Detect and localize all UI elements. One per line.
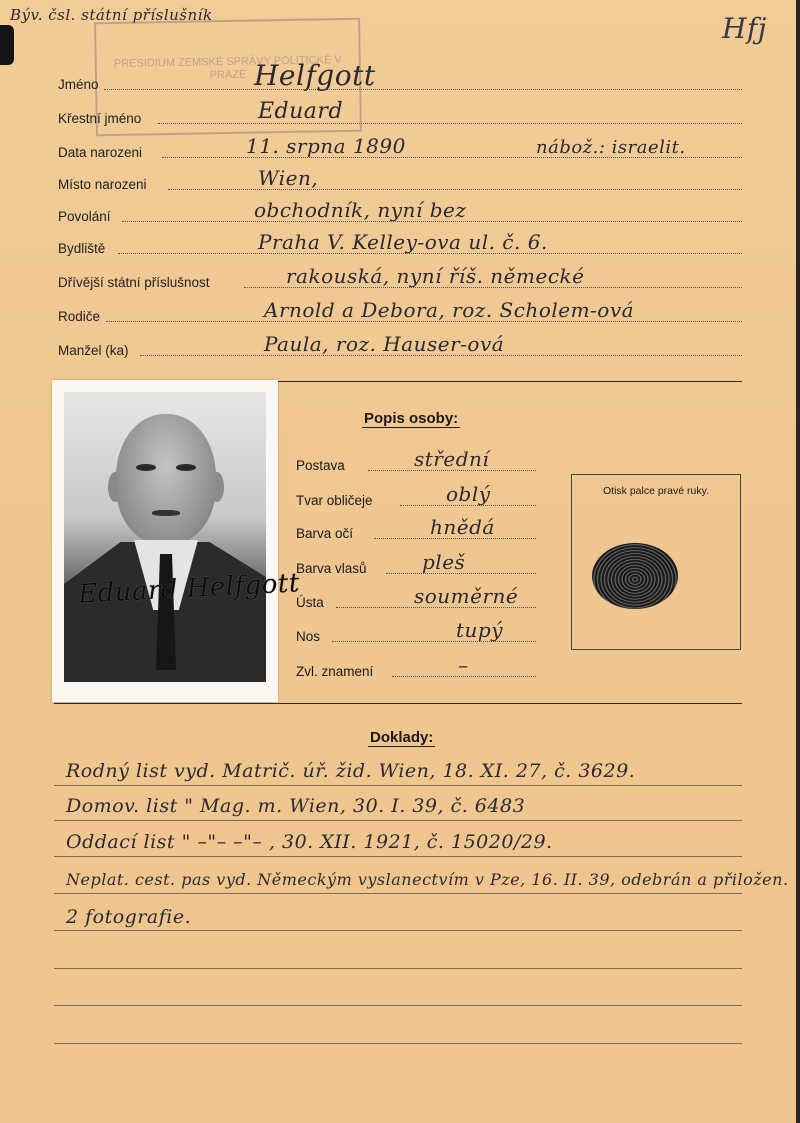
former-nationality-value: rakouská, nyní říš. německé (286, 264, 585, 288)
document-line-1: Rodný list vyd. Matrič. úř. žid. Wien, 18. XI. 27, č. 3629. (66, 760, 636, 782)
thumbprint-label: Otisk palce pravé ruky. (602, 485, 709, 497)
thumbprint-box (571, 474, 741, 650)
dotted-line (168, 189, 742, 190)
field-former-nationality (58, 262, 742, 292)
field-hair-color (296, 551, 536, 579)
portrait-image (64, 392, 301, 670)
spouse-value: Paula, roz. Hauser-ová (264, 332, 505, 356)
documents-title: Doklady: (370, 729, 434, 746)
ruled-line (54, 820, 742, 821)
dob-label: Data narozeni (58, 145, 143, 160)
surname-value: Helfgott (254, 59, 376, 92)
document-line-5: 2 fotografie. (66, 906, 192, 928)
former-nationality-label: Dřívější státní příslušnost (58, 275, 210, 290)
portrait-mustache (152, 510, 180, 516)
stamp-text: PRESIDIUM ZEMSKÉ SPRÁVY POLITICKÉ V PRAZE (113, 54, 342, 82)
religion-value: nábož.: israelit. (536, 137, 686, 158)
ruled-line (54, 785, 742, 786)
portrait-photo (52, 380, 301, 702)
parents-label: Rodiče (58, 309, 101, 324)
parents-value: Arnold a Debora, roz. Scholem-ová (264, 298, 635, 322)
firstname-value: Eduard (258, 99, 344, 124)
description-title: Popis osoby: (364, 410, 459, 427)
paper-edge-shadow (0, 25, 14, 65)
nose-value: tupý (456, 618, 504, 642)
mouth-value: souměrné (414, 584, 519, 608)
build-value: střední (414, 447, 490, 471)
pob-label: Místo narozeni (58, 177, 147, 192)
field-occupation (58, 196, 742, 226)
eyes-label: Barva očí (296, 526, 354, 541)
field-eye-color (296, 516, 536, 544)
thumbprint-icon (592, 543, 678, 609)
ruled-line (54, 1043, 742, 1044)
firstname-label: Křestní jméno (58, 111, 142, 126)
field-parents (58, 296, 742, 326)
occupation-value: obchodník, nyní bez (254, 198, 467, 222)
photo-signature: Eduard Helfgott (77, 568, 301, 610)
marks-label: Zvl. znamení (296, 664, 374, 679)
mouth-label: Ústa (296, 595, 324, 610)
field-face-shape (296, 483, 536, 511)
document-line-4: Neplat. cest. pas vyd. Německým vyslanectvím v Pze, 16. II. 39, odebrán a přiložen. (66, 870, 789, 889)
pob-value: Wien, (258, 166, 319, 190)
eyes-value: hnědá (430, 515, 495, 539)
field-residence (58, 228, 742, 258)
face-value: oblý (446, 482, 491, 506)
ruled-line (54, 968, 742, 969)
dotted-line (332, 641, 536, 642)
ruled-line (54, 856, 742, 857)
ruled-line (54, 1005, 742, 1006)
ruled-line (54, 930, 742, 931)
paper-edge-shadow-right (796, 0, 800, 1123)
document-line-2: Domov. list " Mag. m. Wien, 30. I. 39, č. 6483 (66, 795, 526, 817)
portrait-eye (176, 464, 196, 471)
field-marks (296, 654, 536, 682)
field-firstname (58, 98, 742, 128)
marks-value: – (458, 653, 469, 677)
dotted-line (158, 123, 742, 124)
field-nose (296, 619, 536, 647)
portrait-eye (136, 464, 156, 471)
hair-value: pleš (422, 550, 466, 574)
dob-value: 11. srpna 1890 (246, 134, 406, 158)
top-note: Býv. čsl. státní příslušník (10, 6, 213, 24)
build-label: Postava (296, 458, 345, 473)
spouse-label: Manžel (ka) (58, 343, 129, 358)
field-mouth (296, 585, 536, 613)
face-label: Tvar obličeje (296, 493, 373, 508)
residence-label: Bydliště (58, 241, 106, 256)
initials: Hfj (722, 12, 767, 45)
field-spouse (58, 330, 742, 360)
ruled-line (54, 893, 742, 894)
document-line-3: Oddací list " –"– –"– , 30. XII. 1921, č. 15020/29. (66, 831, 553, 853)
field-dob (58, 132, 742, 162)
divider-bottom (54, 703, 742, 704)
portrait-head (116, 414, 216, 544)
surname-label: Jméno (58, 77, 99, 92)
field-surname (58, 59, 742, 94)
nose-label: Nos (296, 629, 321, 644)
occupation-label: Povolání (58, 209, 111, 224)
field-build (296, 448, 536, 476)
residence-value: Praha V. Kelley-ova ul. č. 6. (258, 230, 548, 254)
field-pob (58, 164, 742, 194)
hair-label: Barva vlasů (296, 561, 367, 576)
dotted-line (104, 89, 742, 90)
